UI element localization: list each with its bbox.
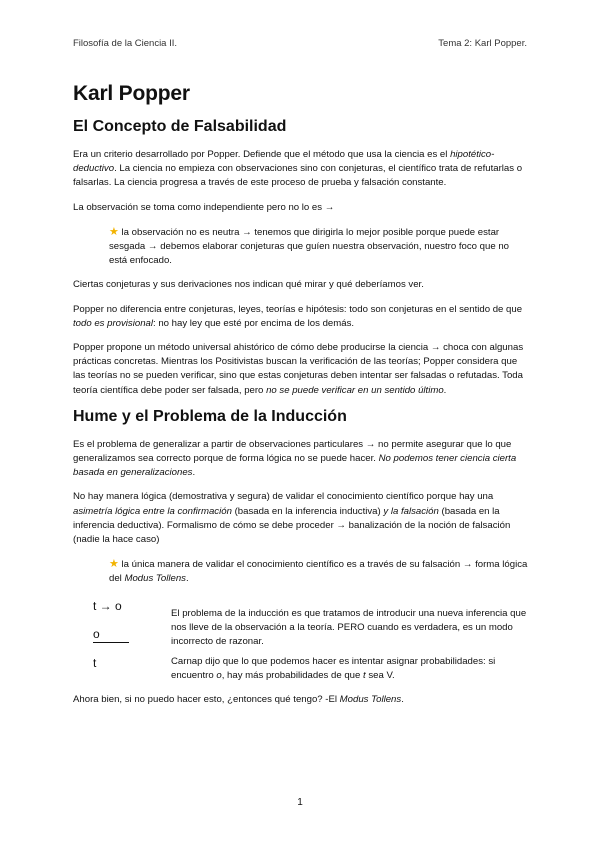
logic-explanation-carnap: Carnap dijo que lo que podemos hacer es intentar asignar probabilidades: si encuentro o, hay más probabilidades de que t sea V. <box>171 655 496 681</box>
modus-tollens-block <box>73 599 529 683</box>
section-heading-induccion: Hume y el Problema de la Inducción <box>73 407 347 425</box>
paragraph: Ciertas conjeturas y sus derivaciones nos indican qué mirar y qué deberíamos ver. <box>73 279 424 291</box>
header-topic: Tema 2: Karl Popper. <box>438 38 527 49</box>
logic-observation: o <box>93 627 129 643</box>
note-paragraph: ★ la única manera de validar el conocimiento científico es a través de su falsación → forma lógica del Modus Tollens. <box>109 558 528 585</box>
note-paragraph: ★ la observación no es neutra → tenemos que dirigirla lo mejor posible porque puede estar sesgada → debemos elaborar conjeturas que guíen nuestra observación, nuestro foco que no está enfocado. <box>109 225 510 267</box>
paragraph: Era un criterio desarrollado por Popper. Defiende que el método que usa la ciencia es el hipotético-deductivo. La ciencia no empieza con observaciones sino con conjeturas, el científico trata de refutarlas o falsarlas. La ciencia progresa a través de este proceso de prueba y falsación constante. <box>73 149 523 189</box>
paragraph: No hay manera lógica (demostrativa y segura) de validar el conocimiento científico porque hay una asimetría lógica entre la confirmación (basada en la inferencia inductiva) y la falsación (basada en la inferencia deductiva). Formalismo de cómo se debe proceder → banalización de la noción de falsación (nadie la hace caso) <box>73 491 511 546</box>
star-icon: ★ <box>109 225 119 238</box>
document-body <box>73 82 529 717</box>
paragraph: Popper propone un método universal ahistórico de cómo debe producirse la ciencia → choca con algunas prácticas concretas. Mientras los Positivistas buscan la verificación de las teorías; Popper considera que las teorías no se pueden verificar, sino que estas conjeturas deben intentar ser falsadas o refutadas. Toda teoría científica debe poder ser falsada, pero no se puede verificar en un sentido último. <box>73 342 524 396</box>
logic-conclusion: t <box>93 655 97 670</box>
logic-explanation: El problema de la inducción es que tratamos de introducir una nueva inferencia que nos lleve de la observación a la teoría. PERO cuando es verdadera, es un modo incorrecto de razonar. <box>171 607 527 648</box>
section-heading-falsabilidad: El Concepto de Falsabilidad <box>73 118 287 135</box>
paragraph: La observación se toma como independiente pero no lo es → <box>73 201 335 213</box>
paragraph: Es el problema de generalizar a partir de observaciones particulares → no permite asegurar que lo que generalizamos sea correcto porque de forma lógica no se puede hacer. No podemos tener ciencia cierta basada en generalizaciones. <box>73 438 517 479</box>
page-title: Karl Popper <box>73 82 190 105</box>
paragraph: Popper no diferencia entre conjeturas, leyes, teorías e hipótesis: todo son conjeturas en el sentido de que todo es provisional: no hay ley que esté por encima de los demás. <box>73 303 523 329</box>
logic-premise: t → o <box>93 598 122 613</box>
star-icon: ★ <box>109 558 119 571</box>
paragraph: Ahora bien, si no puedo hacer esto, ¿entonces qué tengo? -El Modus Tollens. <box>73 693 404 705</box>
page-number: 1 <box>297 797 303 808</box>
header-course: Filosofía de la Ciencia II. <box>73 38 178 49</box>
